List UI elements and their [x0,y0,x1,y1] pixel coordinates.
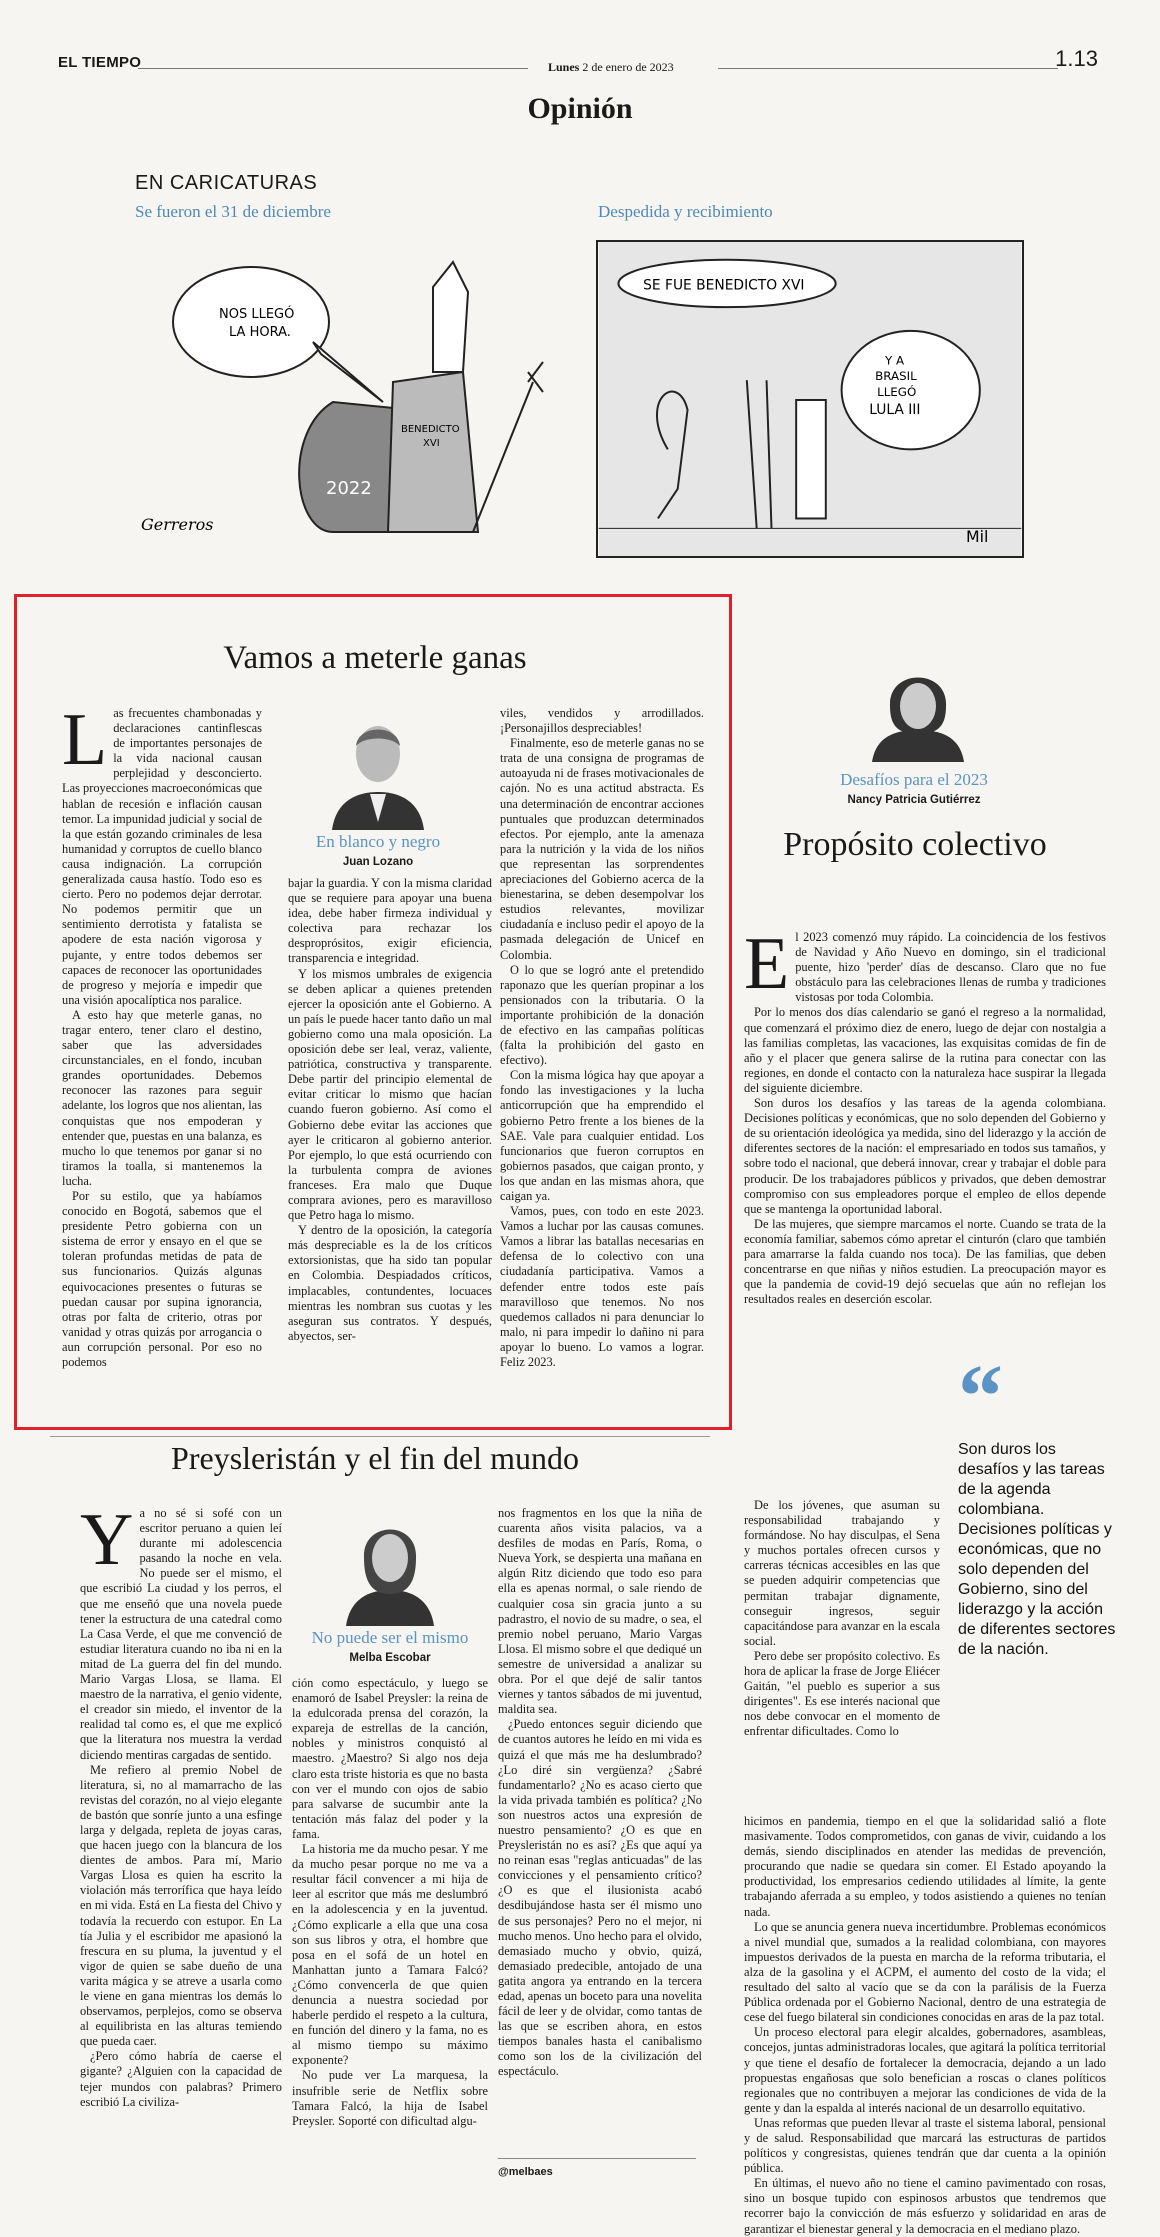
article1-column-2 [288,876,492,1344]
article1-paragraph: Y los mismos umbrales de exigencia se deben aplicar a quienes pretenden ejercer la oposición ante el Gobierno. A un país le puede hacer tanto daño un mal gobierno como una mala oposición. La oposición debe ser leal, veraz, valiente, patriótica, constructiva y transparente. Debe partir del principio elemental de evitar criticar lo mismo que hacían cuando fueron gobierno. Así como el Gobierno debe evitar las acciones que ayer le criticaron al gobierno anterior. Por ejemplo, lo que está ocurriendo con la turbulenta compra de aviones franceses. Era malo que Duque comprara aviones, pero es maravilloso que Petro haga lo mismo. [288,966,492,1223]
article1-paragraph: Finalmente, eso de meterle ganas no se trata de una consigna de programas de autoayuda ni de frases motivacionales de cajón. No es una actitud abstracta. Es una determinación de encontrar acciones puntuales que produzcan determinados efectos. Por ejemplo, ante la amenaza para la nutrición y la vida de los niños que representan las sorprendentes apreciaciones del Gobierno acerca de la bienestarina, se deben desempolvar los estudios relevantes, movilizar ciudadanía e incluso pedir el apoyo de la pasmada delegación de Unicef en Colombia. [500,736,704,962]
sack-label: 2022 [326,478,372,499]
article1-paragraph: Vamos, pues, con todo en este 2023. Vamos a luchar por las causas comunes. Vamos a librar las batallas necesarias en defensa de lo colectivo con una ciudadanía participativa. Vamos a defender entre todos este país maravilloso que tenemos. No nos quedemos callados ni para denunciar lo malo, ni para impedir lo dañino ni para apoyar lo bueno. Lo vamos a lograr. Feliz 2023. [500,1204,704,1370]
portrait-drawing [322,702,434,830]
issue-date [548,60,674,75]
caricature-right-drawing [598,242,1022,556]
article3-paragraph: De las mujeres, que siempre marcamos el norte. Cuando se trata de la economía familiar, sabemos cómo apretar el cinturón (claro que también para amarrarse la falda cuando nos toca). De las familias, que deben concentrarse en que niñas y niños estudien. La preocupación mayor es que la pandemia de covid-19 dejó secuelas que aún no reflejan los resultados reales en deserción escolar. [744,1216,1106,1307]
article3-author: Nancy Patricia Gutiérrez [847,794,981,806]
article2-column-3 [498,1506,702,2080]
bubble-line4: LULA III [869,401,921,418]
article1-drop-cap: L [62,699,108,781]
article3-column-narrow [744,1498,940,1740]
article3-paragraph: Unas reformas que pueden llevar al traste el sistema laboral, pensional y de salud. Responsabilidad que marcará las estructuras de partidos políticos y congresistas, quienes tendrán que dar cuenta a la opinión pública. [744,2115,1106,2176]
caricatures-heading: EN CARICATURAS [135,172,318,194]
newspaper-brand: EL TIEMPO [58,54,142,71]
caricature-left [133,232,570,551]
bubble-line1: Y A [885,353,905,368]
article2-paragraph: La historia me da mucho pesar. Y me da mucho pesar porque no me va a resultar fácil convencer a mi hija de leer al escritor que más me deslumbró en la adolescencia y en la juventud. ¿Cómo explicarle a ella que una cosa son sus libros y otra, el hombre que posa en el sofá de un hotel en Manhattan junto a Tamara Falcó? ¿Cómo convencerla de que quien denuncia a nuestra sociedad por haberle perdido el respeto a la cultura, en función del dinero y la fama, no es al mismo tiempo su máximo exponente? [292,1842,488,2068]
caricature-right [596,240,1024,558]
speech-bubble-tail [313,342,383,402]
article3-paragraph: Por lo menos dos días calendario se ganó el regreso a la normalidad, que comenzará el próximo diez de enero, luego de dejar con nostalgia a las familias completas, las vacaciones, las exquisitas comidas de fin de año y el placer que genera salirse de la rutina para conectar con las regiones, en donde el contacto con la naturaleza hace suspirar la llegada del siguiente diciembre. [744,1005,1106,1095]
masthead-rule-right [718,68,1058,69]
caricature-left-bubble-line1: NOS LLEGÓ [219,307,295,322]
article3-paragraph: Pero debe ser propósito colectivo. Es hora de aplicar la frase de Jorge Eliécer Gaitán, "el pueblo es superior a sus dirigentes". Es ese interés nacional que nos debe convocar en el momento de enfrentar dificultades. Como lo [744,1648,940,1739]
article1-column-3 [500,706,704,1370]
caricature-left-signature: Gerreros [141,515,214,534]
article1-paragraph: Con la misma lógica hay que apoyar a fondo las investigaciones y la lucha anticorrupción que ha emprendido el gobierno Petro frente a los bienes de la SAE. Vale para cualquier entidad. Los funcionarios que fueron corruptos en gobiernos pasados, que caigan pronto, y los que andan en las mismas ahora, que caigan ya. [500,1068,704,1203]
article2-paragraph: Ya no sé si sofé con un escritor peruano a quien leí durante mi adolescencia pasando la noche en vela. No puede ser el mismo, el que escribió La ciudad y los perros, el que me enseñó que una novela puede tener la estructura de una catedral como La Casa Verde, el que me convenció de estudiar literatura cuando no iba ni en la mitad de La guerra del fin del mundo. Mario Vargas Llosa, se llama. El maestro de la narrativa, el genio vidente, el creador sin miedo, el inventor de la realidad tal como es, el que me explicó que la literatura nos muestra la verdad diciendo mentiras cargadas de sentido. [80,1499,282,1762]
caricature-right-bubble-top: SE FUE BENEDICTO XVI [643,277,805,294]
standing-figure [796,400,826,518]
article3-column-name: Desafíos para el 2023 [840,770,988,789]
article3-column-bottom [744,1814,1106,2237]
article1-paragraph: Las frecuentes chambonadas y declaraciones cantinflescas de importantes personajes de la vida nacional causan perplejidad y desconcierto. Las proyecciones macroeconómicas que hablan de recesión e inflación causan temor. La impunidad judicial y social de la que están gozando criminales de lesa humanidad y corruptos de cuello blanco causa indignación. La corrupción generalizada causa hastío. Todo eso es cierto. Pero no podemos dejar derrotar. No podemos permitir que un sentimiento derrotista y fatalista se apodere de esta nación vigorosa y pujante, y entre todos debemos ser capaces de reconocer las oportunidades de progreso y mejoría e impedir que una visión apocalíptica nos paralice. [62,699,262,1007]
article1-column-1 [62,699,262,1370]
article2-paragraph: ¿Pero cómo habría de caerse el gigante? ¿Alguien con la capacidad de tejer mundos con palabras? Primero escribió La civiliza- [80,2049,282,2109]
masthead [58,46,1098,86]
article1-paragraph: O lo que se logró ante el pretendido raponazo que les querían propinar a los pensionados con la tributaria. O la importante prohibición de la donación de efectivo en las campañas políticas (falta la prohibición del gasto en efectivo). [500,962,704,1068]
article1-author: Juan Lozano [342,856,414,868]
article2-author: Melba Escobar [349,1652,431,1664]
article3-author-portrait [866,654,970,762]
article2-paragraph: nos fragmentos en los que la niña de cuarenta años visita palacios, va a desfiles de modas en París, Roma, o Nueva York, se despierta una mañana en algún Ritz diciendo que todo eso para ella es apenas normal, o sale riendo de cualquier cosa sin gracia junto a su padrastro, el novio de su madre, o sea, el premio nobel peruano, Mario Vargas Llosa. El mismo sobre el que dediqué un semestre de universidad a analizar su obra. Por el que dejé de salir tantos viernes y tantos sábados de mi juventud, maldita sea. [498,1506,702,1717]
article1-paragraph: viles, vendidos y arrodillados. ¡Personajillos despreciables! [500,706,704,736]
article3-drop-cap: E [744,923,790,1005]
article2-author-portrait [338,1502,442,1626]
article1-paragraph: bajar la guardia. Y con la misma claridad que se requiere para apoyar una buena idea, debe haber firmeza individual y colectiva para rechazar los desproprósitos, exigir eficiencia, transparencia e integridad. [288,876,492,966]
article2-paragraph: ción como espectáculo, y luego se enamoró de Isabel Preysler: la reina de la edulcorada prensa del corazón, la expareja de estrellas de la canción, nobles y ministros conquistó al maestro. ¿Maestro? Si algo nos deja claro esta triste historia es que no basta con ver el mundo con ojos de sabio para salvarse de sucumbir ante la tentación más falaz del poder y la fama. [292,1676,488,1841]
article2-paragraph: No pude ver La marquesa, la insufrible serie de Netflix sobre Tamara Falcó, la hija de Isabel Preysler. Soporté con dificultad algu- [292,2068,488,2128]
handle-rule [498,2158,696,2159]
issue-day: Lunes [548,60,580,74]
article1-author-portrait [322,702,434,830]
page-number: 1.13 [1055,46,1098,71]
section-divider [50,1436,710,1437]
article3-headline: Propósito colectivo [783,826,1047,863]
article1-column-name: En blanco y negro [315,832,441,851]
caricature-left-subtitle: Se fueron el 31 de diciembre [135,202,331,221]
article2-column-name: No puede ser el mismo [311,1628,469,1647]
figure-robe [388,372,478,532]
article2-paragraph: Me refiero al premio Nobel de literatura, si, no al mamarracho de las revistas del corazón, no al viejo elegante de bastón que sonríe junto a una esfinge larga y delgada, repleta de joyas caras, que hacen juego con la blancura de los dientes de ambos. Para mí, Mario Vargas Llosa es quien ha escrito la violación más terrorífica que haya leído en mi vida. Está en La fiesta del Chivo y todavía la recuerdo con estupor. En La tía Julia y el escribidor me apasionó la frescura en su pluma, la juventud y el vigor de quien se sabe dueño de una varita mágica y se atreve a usarla como le viene en gana mientras los demás lo observamos, perplejos, como se observa al equilibrista en las alturas temiendo que pueda caer. [80,1762,282,2049]
article2-column-1 [80,1499,282,2110]
article2-author-handle: @melbaes [498,2166,553,2178]
caricature-left-drawing [133,232,570,551]
article3-paragraph: Lo que se anuncia genera nueva incertidumbre. Problemas económicos a nivel mundial que, sumados a la realidad colombiana, con mayores impuestos derivados de la puesta en marcha de la reforma tributaria, el alza de la gasolina y el ACPM, el aumento del costo de la vida; el resultado del salto al vacío que se da con la parálisis de la Fuerza Pública ordenada por el Gobierno Nacional, dentro de una estrategia de cese del fuego bilateral sin condiciones conocidas en aras de la paz total. [744,1919,1106,2025]
pull-quote [958,1347,1118,1660]
article3-paragraph: Un proceso electoral para elegir alcaldes, gobernadores, asambleas, concejos, juntas administradoras locales, que agitará la política territorial y que tiene el desafío de fortalecer la democracia, dejando a un lado propuestas engañosas que solo benefician a roscas o clanes políticos regionales que no contribuyen a mejorar las condiciones de vida de la gente y dan la espalda al interés nacional de un desarrollo equitativo. [744,2025,1106,2115]
article3-column-top [744,923,1106,1307]
article1-paragraph: A esto hay que meterle ganas, no tragar entero, tener claro el destino, saber que las adversidades circunstanciales, en el fondo, incuban grandes oportunidades. Debemos reconocer las razones para seguir adelante, los logros que nos alientan, las conquistas que nos empoderan y entender que, puestas en una balanza, es mucho lo que tenemos por ganar si no tiramos la toalla, si mantenemos la lucha. [62,1007,262,1188]
quote-mark-icon: “ [958,1347,1003,1446]
article2-headline: Preysleristán y el fin del mundo [171,1440,579,1476]
article2-drop-cap: Y [80,1499,134,1581]
figure-label: BENEDICTO [401,424,460,435]
caricature-right-signature: Mil [966,527,989,547]
mitre-hat [433,262,468,372]
pull-quote-text: Son duros los desafíos y las tareas de la agenda colombiana. Decisiones políticas y económicas, que no solo dependen del Gobierno, sino del liderazgo y la acción de diferentes sectores de la nación. [958,1441,1116,1658]
speech-bubble [173,267,329,377]
section-title: Opinión [527,92,633,125]
article2-paragraph: ¿Puedo entonces seguir diciendo que de cuantos autores he leído en mi vida es quizá el que más me ha deslumbrado? ¿Lo diré sin vergüenza? ¿Sabré fundamentarlo? ¿No es acaso cierto que la vida privada también es política? ¿No son nuestros actos una expresión de nuestro pensamiento? ¿O es que en Preysleristán no es así? ¿Es que aquí ya no reinan esas "reglas anticuadas" de las convicciones y el pensamiento crítico? ¿O es que el ilusionista acabó desdibujándose hasta ser él mismo uno de sus personajes? Pero no el mejor, ni mucho menos. Uno hecho para el olvido, demasiado mucho y obvio, quizá, demasiado predecible, antojado de una gatita angora ya entrando en la tercera edad, apenas un boceto para una novelita fácil de leer y de olvidar, como tantas de las que se escriben ahora, en estos tiempos banales hasta el canibalismo como son los de la civilización del espectáculo. [498,1717,702,2079]
masthead-rule-left [138,68,528,69]
issue-date-rest: 2 de enero de 2023 [582,60,674,74]
caricature-left-bubble-line2: LA HORA. [229,325,291,340]
bubble-line2: BRASIL [875,369,917,384]
article3-paragraph: Son duros los desafíos y las tareas de la agenda colombiana. Decisiones políticas y económicas, que no solo dependen del Gobierno y de su orientación ideológica ya medida, sino del liderazgo y la acción de diferentes sectores de la nación: el empresariado en todos sus tamaños, y sobre todo el nacional, que deberá innovar, crear y trabajar el doble para producir. De los trabajadores públicos y privados, que deben demostrar compromiso con sus empleadores porque el empleo de ellos depende que se mantenga la oportunidad laboral. [744,1096,1106,1216]
article3-paragraph: De los jóvenes, que asuman su responsabilidad trabajando y formándose. No hay disculpas, el Sena y muchos portales ofrecen cursos y carreras técnicas accesibles en las que se pueden adquirir competencias que permitan trabajar dignamente, conseguir ingresos, seguir capacitándose para avanzar en la escala social. [744,1498,940,1648]
portrait-drawing [866,654,970,762]
caricature-right-subtitle: Despedida y recibimiento [598,202,773,221]
article1-paragraph: Por su estilo, que ya habíamos conocido en Bogotá, sabemos que el presidente Petro gobierna con un sistema de error y ensayo en el que se toleran profundas metidas de pata de sus funcionarios. Quizás algunas equivocaciones presentes o futuras se puedan causar por supina ignorancia, otras por falta de criterio, otras por vanidad y otras quizás por arrogancia o aun corrupción personal. Por eso no podemos [62,1189,262,1370]
bubble-line3: LLEGÓ [877,385,917,400]
crozier-staff [473,382,533,532]
article3-paragraph: En últimas, el nuevo año no tiene el camino pavimentado con rosas, sino un bosque tupido con espinosos arbustos que tendremos que recorrer bajo la convicción de más esfuerzo y solidaridad en aras de garantizar el bienestar general y la democracia en el mediano plazo. [744,2176,1106,2236]
article2-column-2 [292,1676,488,2129]
article3-paragraph: El 2023 comenzó muy rápido. La coincidencia de los festivos de Navidad y Año Nuevo en domingo, sin el tradicional puente, hizo 'perder' días de descanso. Claro que no fue obstáculo para las celebraciones llenas de rumba y tradiciones vistosas por toda Colombia. [744,923,1106,1005]
article1-headline: Vamos a meterle ganas [223,640,527,676]
article3-paragraph: hicimos en pandemia, tiempo en el que la solidaridad salió a flote masivamente. Todos comprometidos, con ganas de vivir, cuidando a los demás, siendo disciplinados en atender las medidas de prevención, procurando que nadie se quedara sin comer. El Estado apoyando la productividad, los empresarios cediendo utilidades al límite, la gente trabajando aferrada a su empleo, y todos asistiendo a quienes no tenían nada. [744,1814,1106,1919]
portrait-drawing [338,1502,442,1626]
article1-paragraph: Y dentro de la oposición, la categoría más despreciable es la de los críticos extorsionistas, que ha sido tan popular en Colombia. Despiadados críticos, implacables, contundentes, locuaces mientras les nombran sus cuotas y les aseguran sus contratos. Y después, abyectos, ser- [288,1223,492,1343]
figure-label-numeral: XVI [423,438,440,449]
